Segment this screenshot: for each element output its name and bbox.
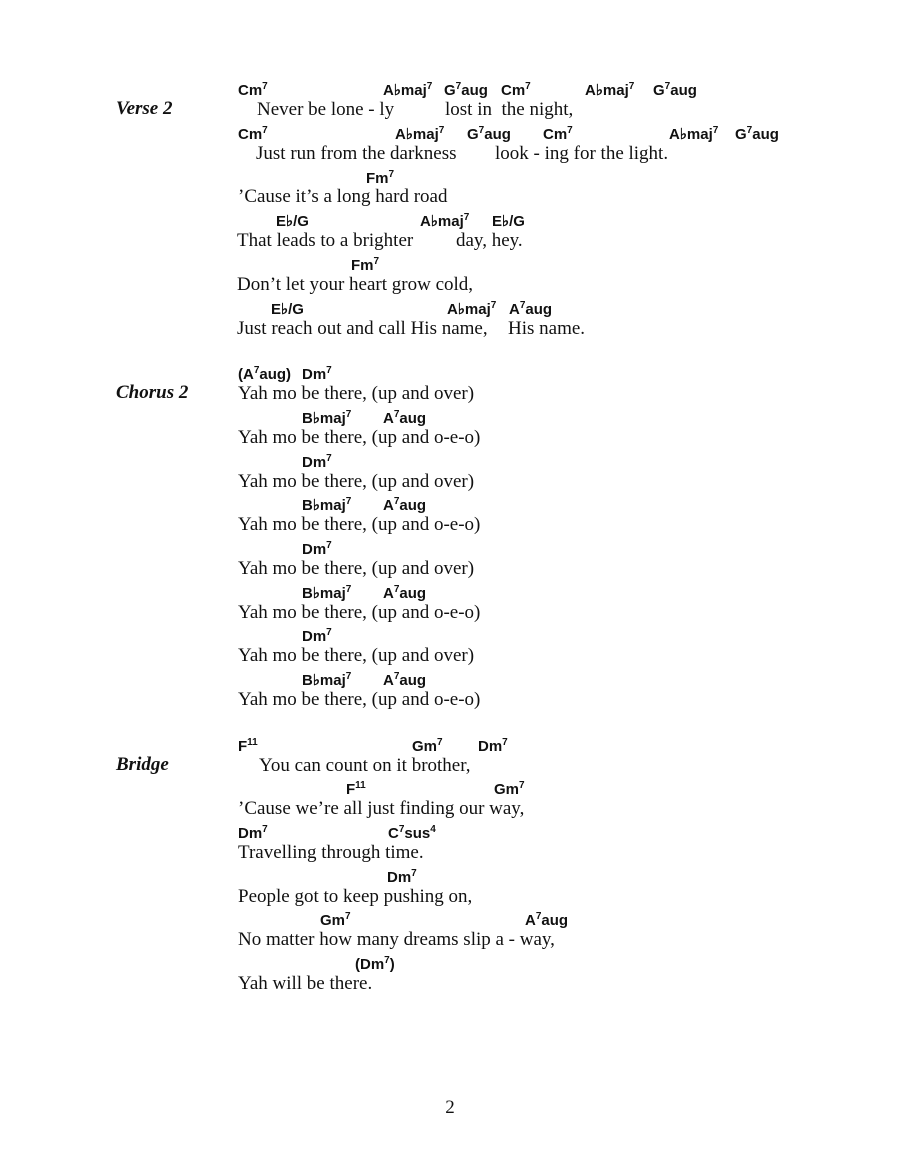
chord: Gm$^7$: [494, 780, 525, 798]
chord: $A^7aug$: [383, 409, 427, 427]
lyric-line: Yah mo be there, (up and o-e-o): [238, 514, 481, 535]
lyric-line: No matter how many dreams slip a - way,: [238, 929, 555, 950]
chord: $A^7aug$: [525, 911, 569, 929]
lyric-line: Just run from the darkness: [256, 143, 457, 164]
lyric-line: Yah mo be there, (up and over): [238, 383, 475, 404]
lyric-line: Yah mo be there, (up and o-e-o): [238, 427, 481, 448]
chord: Dm$^7$: [302, 453, 332, 471]
chord: Fm$^7$: [351, 256, 380, 274]
chord: $A^7aug$: [383, 671, 427, 689]
lyric-line: day, hey.: [456, 230, 523, 251]
chord: A♭maj$^7$: [447, 300, 497, 318]
lyric-line: Yah mo be there, (up and over): [238, 471, 475, 492]
chord: $F^{11}$: [238, 737, 258, 755]
chord: Dm$^7$: [302, 365, 332, 383]
chord: (Dm$^7$): [355, 955, 395, 973]
lyric-line: You can count on it brother,: [259, 755, 471, 776]
chord: Dm$^7$: [302, 627, 332, 645]
page-number: 2: [445, 1097, 455, 1118]
chord: $G^7aug$: [735, 125, 779, 143]
chord: Gm$^7$: [412, 737, 443, 755]
chord-pickup: $(A^7aug)$: [238, 365, 292, 383]
chord: $A^7aug$: [383, 496, 427, 514]
chord: Dm$^7$: [238, 824, 268, 842]
chord: Fm$^7$: [366, 169, 395, 187]
chord: Dm$^7$: [302, 540, 332, 558]
lyric-line: Yah mo be there, (up and over): [238, 645, 475, 666]
chord: Cm$^7$: [238, 81, 268, 99]
chord: $F^{11}$: [346, 780, 366, 798]
chord: B♭maj$^7$: [302, 496, 352, 514]
lyric-line: Travelling through time.: [238, 842, 424, 863]
chord: Cm$^7$: [238, 125, 268, 143]
chord: $A^7aug$: [509, 300, 553, 318]
lyric-line: That leads to a brighter: [237, 230, 414, 251]
section-label-verse-2: Verse 2: [116, 98, 173, 119]
lyric-line: lost in the night,: [445, 99, 574, 120]
chord: A♭maj$^7$: [383, 81, 433, 99]
chord: $C^7sus^4$: [388, 824, 436, 842]
chord: $G^7aug$: [467, 125, 511, 143]
lyric-line: People got to keep pushing on,: [238, 886, 473, 907]
lyric-line: Never be lone - ly: [257, 99, 395, 120]
chord: B♭maj$^7$: [302, 409, 352, 427]
chord: B♭maj$^7$: [302, 584, 352, 602]
chord: A♭maj$^7$: [585, 81, 635, 99]
chord: B♭maj$^7$: [302, 671, 352, 689]
lyric-line: look - ing for the light.: [495, 143, 669, 164]
lyric-line: ’Cause we’re all just finding our way,: [238, 798, 525, 819]
lyric-line: Yah mo be there, (up and o-e-o): [238, 602, 481, 623]
chord: $G^7aug$: [444, 81, 488, 99]
chord: Dm$^7$: [387, 868, 417, 886]
lyric-line: Just reach out and call His name,: [237, 318, 488, 339]
chord: A♭maj$^7$: [420, 212, 470, 230]
chord: $G^7aug$: [653, 81, 697, 99]
lyric-line: Yah mo be there, (up and over): [238, 558, 475, 579]
section-label-bridge: Bridge: [116, 754, 169, 775]
chord: E♭/G: [276, 213, 309, 230]
lyric-line: Don’t let your heart grow cold,: [237, 274, 474, 295]
lyric-line: Yah mo be there, (up and o-e-o): [238, 689, 481, 710]
chord: Dm$^7$: [478, 737, 508, 755]
lyric-line: ’Cause it’s a long hard road: [238, 186, 448, 207]
chord: Gm$^7$: [320, 911, 351, 929]
lyric-line: Yah will be there.: [238, 973, 373, 994]
section-label-chorus-2: Chorus 2: [116, 382, 189, 403]
chord: E♭/G: [492, 213, 525, 230]
chord: Cm$^7$: [543, 125, 573, 143]
chord: A♭maj$^7$: [395, 125, 445, 143]
chord: E♭/G: [271, 301, 304, 318]
chord: A♭maj$^7$: [669, 125, 719, 143]
lyric-line: His name.: [508, 318, 586, 339]
chord: Cm$^7$: [501, 81, 531, 99]
chord: $A^7aug$: [383, 584, 427, 602]
